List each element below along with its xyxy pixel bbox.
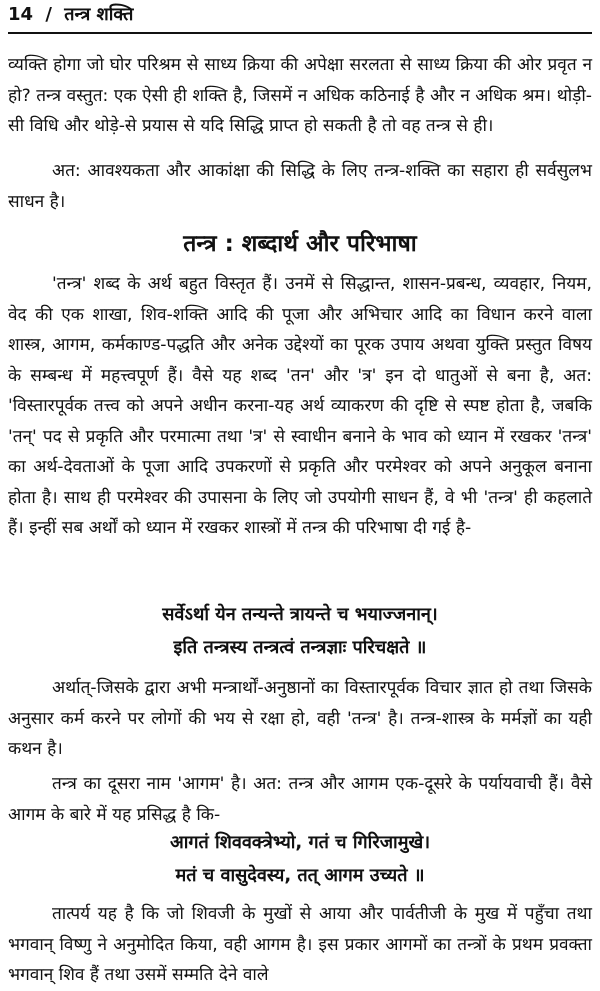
paragraph-2: अत: आवश्यकता और आकांक्षा की सिद्धि के लिए तन्त्र-शक्ति का सहारा ही सर्वसुलभ साधन है। (8, 161, 592, 212)
paragraph-1: व्यक्ति होगा जो घोर परिश्रम से साध्य क्रिया की अपेक्षा सरलता से साध्य क्रिया की ओर प्रवृत न हो? तन्त्र वस्तुत: एक ऐसी ही शक्ति है, जिसमें न अधिक कठिनाई है और न अधिक श्रम। थोड़ी-सी विधि और थोड़े-से प्रयास से यदि सिद्धि प्राप्त हो सकती है तो वह तन्त्र से ही। (8, 55, 592, 136)
verse-2-line-1: आगतं शिववक्त्रेभ्यो, गतं च गिरिजामुखे। (169, 832, 431, 853)
section-heading: तन्त्र : शब्दार्थ और परिभाषा (183, 231, 417, 257)
book-title: तन्त्र शक्ति (64, 4, 134, 25)
paragraph-4: अर्थात्-जिसके द्वारा अभी मन्त्रार्थों-अनुष्ठानों का विस्तारपूर्वक विचार ज्ञात हो तथा जिसके अनुसार कर्म करने पर लोगों की भय से रक्षा हो, वही 'तन्त्र' है। तन्त्र-शास्त्र के मर्मज्ञों का यही कथन है। (8, 678, 592, 759)
page-header (8, 2, 592, 34)
verse-2-line-2: मतं च वासुदेवस्य, तत् आगम उच्यते ॥ (175, 865, 425, 886)
paragraph-3: 'तन्त्र' शब्द के अर्थ बहुत विस्तृत हैं। उनमें से सिद्धान्त, शासन-प्रबन्ध, व्यवहार, नियम, वेद की एक शाखा, शिव-शक्ति आदि की पूजा और अभिचार आदि का विधान करने वाला शास्त्र, आगम, कर्मकाण्ड-पद्धति और अनेक उद्देश्यों का पूरक उपाय अथवा युक्ति प्रस्तुत विषय के सम्बन्ध में महत्त्वपूर्ण हैं। वैसे यह शब्द 'तन' और 'त्र' इन दो धातुओं से बना है, अत: 'विस्तारपूर्वक तत्त्व को अपने अधीन करना-यह अर्थ व्याकरण की दृष्टि से स्पष्ट होता है, जबकि 'तन्' पद से प्रकृति और परमात्मा तथा 'त्र' से स्वाधीन बनाने के भाव को ध्यान में रखकर 'तन्त्र' का अर्थ-देवताओं के पूजा आदि उपकरणों से प्रकृति और परमेश्वर को अपने अनुकूल बनाना होता है। साथ ही परमेश्वर की उपासना के लिए जो उपयोगी साधन हैं, वे भी 'तन्त्र' ही कहलाते हैं। इन्हीं सब अर्थों को ध्यान में रखकर शास्त्रों में तन्त्र की परिभाषा दी गई है- (8, 274, 592, 538)
header-separator: / (45, 4, 52, 25)
paragraph-6: तात्पर्य यह है कि जो शिवजी के मुखों से आया और पार्वतीजी के मुख में पहुँचा तथा भगवान् विष्णु ने अनुमोदित किया, वही आगम है। इस प्रकार आगमों का तन्त्रों के प्रथम प्रवक्ता भगवान् शिव हैं तथा उसमें सम्मति देने वाले (8, 904, 592, 985)
verse-1-line-1: सर्वेऽर्था येन तन्यन्ते त्रायन्ते च भयाज्जनान्। (162, 604, 438, 625)
verse-1-line-2: इति तन्त्रस्य तन्त्रत्वं तन्त्रज्ञाः परिचक्षते ॥ (173, 637, 427, 658)
paragraph-5: तन्त्र का दूसरा नाम 'आगम' है। अत: तन्त्र और आगम एक-दूसरे के पर्यायवाची हैं। वैसे आगम के बारे में यह प्रसिद्ध है कि- (8, 774, 592, 825)
page-number: 14 (8, 4, 34, 25)
